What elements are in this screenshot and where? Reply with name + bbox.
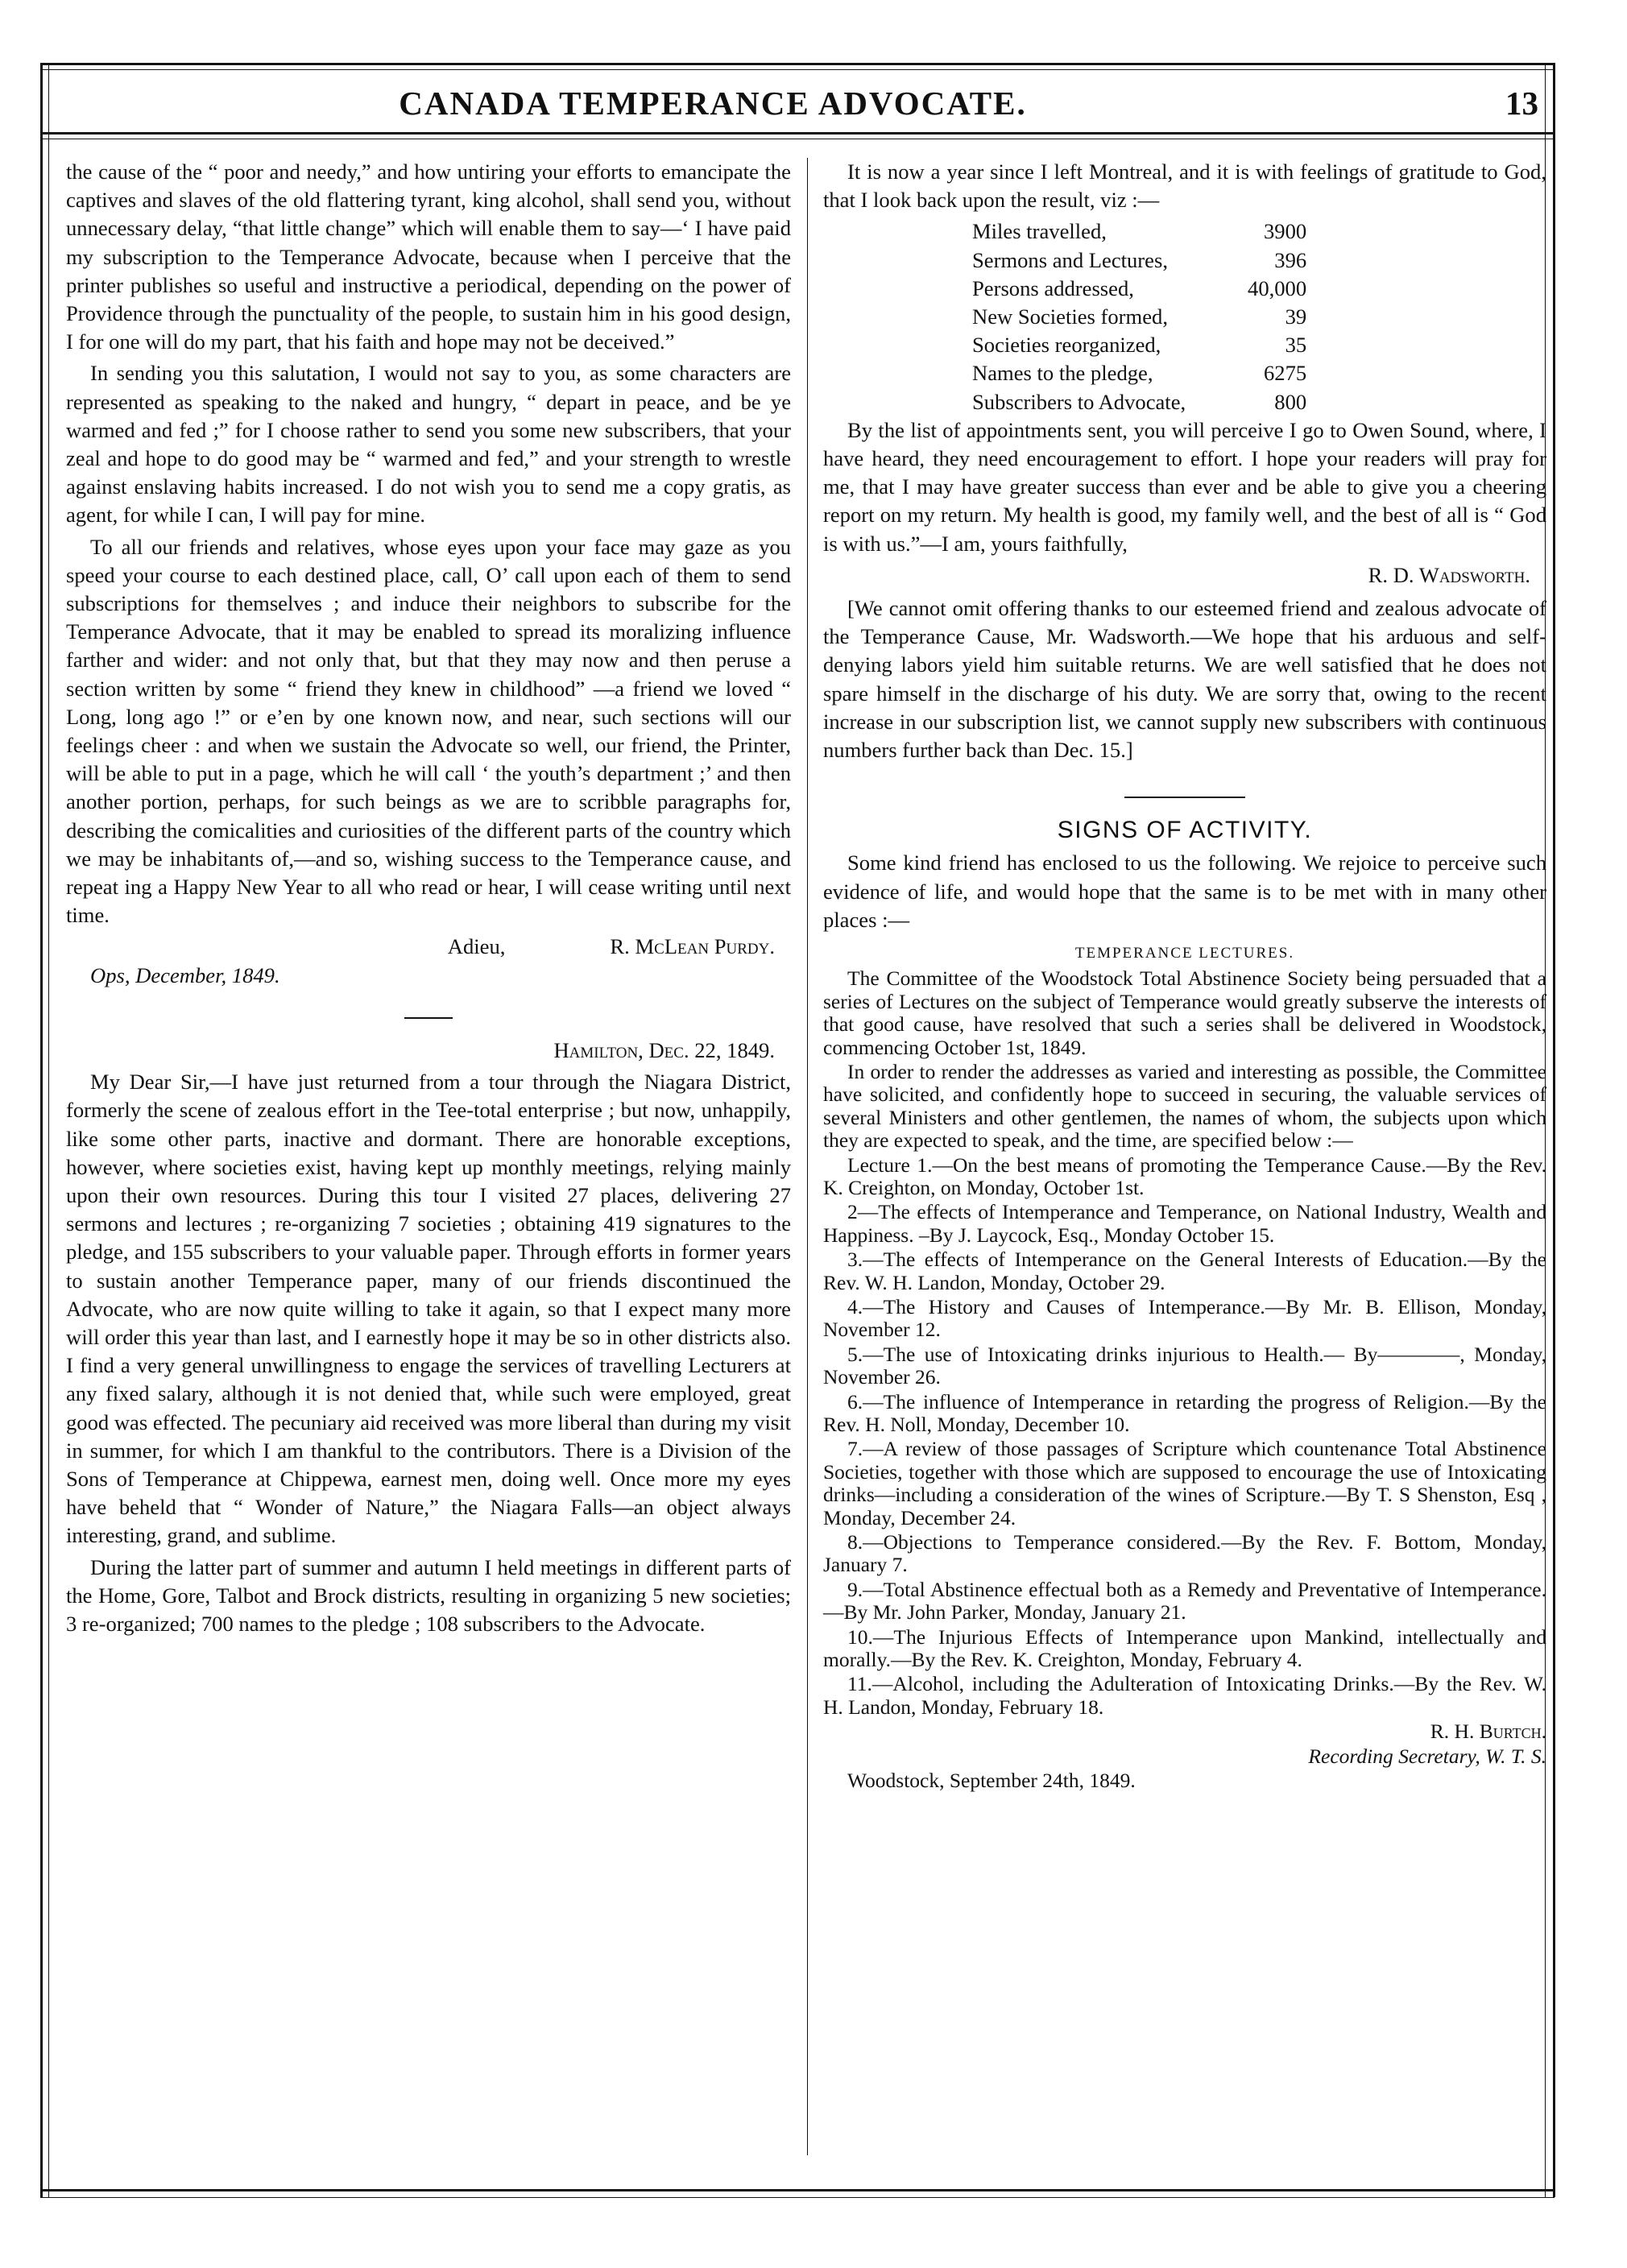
section-intro: Some kind friend has enclosed to us the following. We rejoice to perceive such evidence of life, and would hope that the same is to be met with in many other places :— — [823, 850, 1546, 932]
stat-value: 800 — [1274, 389, 1307, 414]
left-border — [40, 63, 43, 2197]
wadsworth-intro: It is now a year since I left Montreal, and it is with feelings of gratitude to God, that I look back upon the result, viz :— — [823, 159, 1546, 213]
editor-note: [We cannot omit offering thanks to our esteemed friend and zealous advocate of the Temperance Cause, Mr. Wadsworth.—We hope that his arduous and self-denying labors yield him suitable returns. We are well satisfied that he does not spare himself in the discharge of his duty. We are sorry that, owing to the recent increase in our subscription list, we cannot supply new subscribers with continuous numbers further back than Dec. 15.] — [823, 596, 1546, 763]
section-heading: SIGNS OF ACTIVITY. — [1057, 817, 1313, 844]
lecture-item: 5.—The use of Intoxicating drinks injurious to Health.— By————, Monday, November 26. — [823, 1342, 1546, 1389]
table-row — [972, 275, 1306, 303]
purdy-paragraph-1: the cause of the “ poor and needy,” and how untiring your efforts to emancipate the captives and slaves of the old flattering tyrant, king alcohol, shall send you, without unnecessary delay, “that little change” which will enable them to say—‘ I have paid my subscription to the Temperance Advocate, because when I perceive that the printer publishes so useful and instructive a periodical, depending on the power of Providence through the punctuality of the people, to sustain him in his good design, I for one will do my part, that his faith and hope may not be deceived.” — [66, 159, 791, 354]
stat-label: Sermons and Lectures, — [972, 247, 1168, 272]
stat-value: 396 — [1274, 247, 1307, 272]
stat-value: 6275 — [1263, 361, 1307, 386]
right-column — [823, 158, 1546, 1794]
bottom-border-rule — [40, 2189, 1555, 2191]
column-divider — [807, 158, 808, 2155]
table-row — [972, 331, 1306, 359]
table-row — [972, 246, 1306, 275]
left-column — [66, 158, 791, 1641]
stat-label: Miles travelled, — [972, 219, 1107, 244]
stat-value: 3900 — [1263, 219, 1307, 244]
sign-off: Adieu, — [447, 934, 506, 959]
lecture-item: 4.—The History and Causes of Intemperance.—By Mr. B. Ellison, Monday, November 12. — [823, 1294, 1546, 1342]
purdy-signature: R. McLean Purdy. — [610, 934, 775, 959]
lecture-item: Lecture 1.—On the best means of promoting the Temperance Cause.—By the Rev. K. Creighton, on Monday, October 1st. — [823, 1153, 1546, 1199]
secretary-name: R. H. Burtch. — [1430, 1720, 1546, 1744]
page-number: 13 — [1505, 85, 1538, 122]
secretary-title: Recording Secretary, W. T. S. — [1308, 1744, 1546, 1768]
left-border-inner — [48, 63, 49, 2197]
table-row — [972, 217, 1306, 246]
results-table — [972, 217, 1306, 416]
top-border-rule-inner — [40, 69, 1555, 70]
header-rule — [40, 132, 1555, 135]
section-divider — [404, 1017, 453, 1019]
table-row — [972, 359, 1306, 387]
wadsworth-signature: R. D. Wadsworth. — [1368, 562, 1530, 587]
lecture-item: 11.—Alcohol, including the Adulteration of Intoxicating Drinks.—By the Rev. W. H. Landon, Monday, February 18. — [823, 1672, 1546, 1719]
table-row — [972, 388, 1306, 416]
bottom-border-rule-inner — [40, 2197, 1555, 2198]
lecture-item: 2—The effects of Intemperance and Temperance, on National Industry, Wealth and Happiness. –By J. Laycock, Esq., Monday October 15. — [823, 1200, 1546, 1247]
lecture-item: 3.—The effects of Intemperance on the General Interests of Education.—By the Rev. W. H. Landon, Monday, October 29. — [823, 1248, 1546, 1294]
purdy-signature-line — [66, 933, 775, 961]
hamilton-dateline: Hamilton, Dec. 22, 1849. — [553, 1037, 775, 1062]
purdy-paragraph-2: In sending you this salutation, I would not say to you, as some characters are represented as speaking to the naked and hungry, “ depart in peace, and be ye warmed and fed ;” for I choose rather to send you some new subscribers, that your zeal and hope to do good may be “ warmed and fed,” and your strength to wrestle against enslaving habits increased. I do not wish you to send me a copy gratis, as agent, for while I can, I will pay for mine. — [66, 361, 791, 528]
stat-value: 39 — [1285, 304, 1307, 329]
stat-value: 35 — [1285, 333, 1307, 358]
lectures-paragraph-2: In order to render the addresses as varied and interesting as possible, the Committee have solicited, and confidently hope to succeed in securing, the valuable services of several Ministers and other gentlemen, the names of whom, the subjects upon which they are expected to speak, and the time, are specified below :— — [823, 1059, 1546, 1153]
lecture-item: 7.—A review of those passages of Scripture which countenance Total Abstinence Societies, together with those which are supposed to encourage the use of Intoxicating drinks—including a consideration of the wines of Scripture.—By T. S Shenston, Esq , Monday, December 24. — [823, 1437, 1546, 1529]
right-border — [1553, 63, 1555, 2197]
stat-label: New Societies formed, — [972, 304, 1168, 329]
masthead-title: CANADA TEMPERANCE ADVOCATE. — [399, 85, 1027, 122]
wadsworth-paragraph-2: During the latter part of summer and autumn I held meetings in different parts of the Home, Gore, Talbot and Brock districts, resulting in organizing 5 new societies; 3 re-organized; 700 names to the pledge ; 108 subscribers to the Advocate. — [66, 1554, 791, 1636]
top-border-rule — [40, 63, 1555, 65]
purdy-dateline: Ops, December, 1849. — [90, 962, 280, 987]
stat-label: Subscribers to Advocate, — [972, 389, 1186, 414]
wadsworth-paragraph-1: My Dear Sir,—I have just returned from a tour through the Niagara District, formerly the scene of zealous effort in the Tee-total enterprise ; but now, unhappily, like some other parts, inactive and dormant. There are honorable exceptions, however, where societies exist, having kept up monthly meetings, relying mainly upon their own resources. During this tour I visited 27 places, delivering 27 sermons and lectures ; re-organizing 7 societies ; obtaining 419 signatures to the pledge, and 155 subscribers to your valuable paper. Through efforts in former years to sustain another Temperance paper, many of our friends discontinued the Advocate, who are now quite willing to take it again, so that I expect many more will order this year than last, and I earnestly hope it may be so in other districts also. I find a very general unwillingness to engage the services of travelling Lecturers at any fixed salary, although it is not denied that, while such were employed, great good was effected. The pecuniary aid received was more liberal than during my visit in summer, for which I am thankful to the contributors. There is a Division of the Sons of Temperance at Chippewa, earnest men, doing well. Once more my eyes have beheld that “ Wonder of Nature,” the Niagara Falls—an object always interesting, grand, and sublime. — [66, 1070, 791, 1548]
lecture-item: 8.—Objections to Temperance considered.—By the Rev. F. Bottom, Monday, January 7. — [823, 1530, 1546, 1577]
stat-label: Societies reorganized, — [972, 333, 1161, 358]
stat-label: Persons addressed, — [972, 275, 1134, 300]
purdy-paragraph-3: To all our friends and relatives, whose eyes upon your face may gaze as you speed your course to each destined place, call, O’ call upon each of them to send subscriptions for themselves ; and induce their neighbors to subscribe for the Temperance Advocate, that it may be enabled to spread its moralizing influence farther and wider: and not only that, but that they may now and then peruse a section written by some “ friend they knew in childhood” —a friend we loved “ Long, long ago !” or e’en by one known now, and near, such sections will our feelings cheer : and when we sustain the Advocate so well, our friend, the Printer, will be able to put in a page, which he will call ‘ the youth’s department ;’ and then another portion, perhaps, for such beings as we are to scribble paragraphs for, describing the comicalities and curiosities of the different parts of the country which we may be inhabitants of,—and so, wishing success to the Temperance cause, and repeat ing a Happy New Year to all who read or hear, I will cease writing until next time. — [66, 534, 791, 928]
lecture-item: 6.—The influence of Intemperance in retarding the progress of Religion.—By the Rev. H. Noll, Monday, December 10. — [823, 1389, 1546, 1436]
lectures-paragraph-1: The Committee of the Woodstock Total Abstinence Society being persuaded that a series of Lectures on the subject of Temperance would greatly subserve the interests of that good cause, have resolved that such a series shall be delivered in Woodstock, commencing October 1st, 1849. — [823, 966, 1546, 1059]
lectures-heading: TEMPERANCE LECTURES. — [1074, 945, 1295, 962]
closing-dateline: Woodstock, September 24th, 1849. — [847, 1769, 1136, 1793]
stat-value: 40,000 — [1248, 275, 1307, 300]
table-row — [972, 303, 1306, 331]
wadsworth-closing: By the list of appointments sent, you will perceive I go to Owen Sound, where, I have heard, they need encouragement to effort. I hope your readers will pray for me, that I may have greater success than ever and be able to give you a cheering report on my return. My health is good, my family well, and the best of all is “ God is with us.”—I am, yours faithfully, — [823, 417, 1546, 556]
stat-label: Names to the pledge, — [972, 361, 1153, 386]
section-divider — [1124, 797, 1245, 798]
lecture-item: 10.—The Injurious Effects of Intemperance upon Mankind, intellectually and morally.—By the Rev. K. Creighton, Monday, February 4. — [823, 1624, 1546, 1672]
lecture-item: 9.—Total Abstinence effectual both as a Remedy and Preventative of Intemperance.—By Mr. John Parker, Monday, January 21. — [823, 1577, 1546, 1624]
lectures-notice — [823, 967, 1546, 1792]
